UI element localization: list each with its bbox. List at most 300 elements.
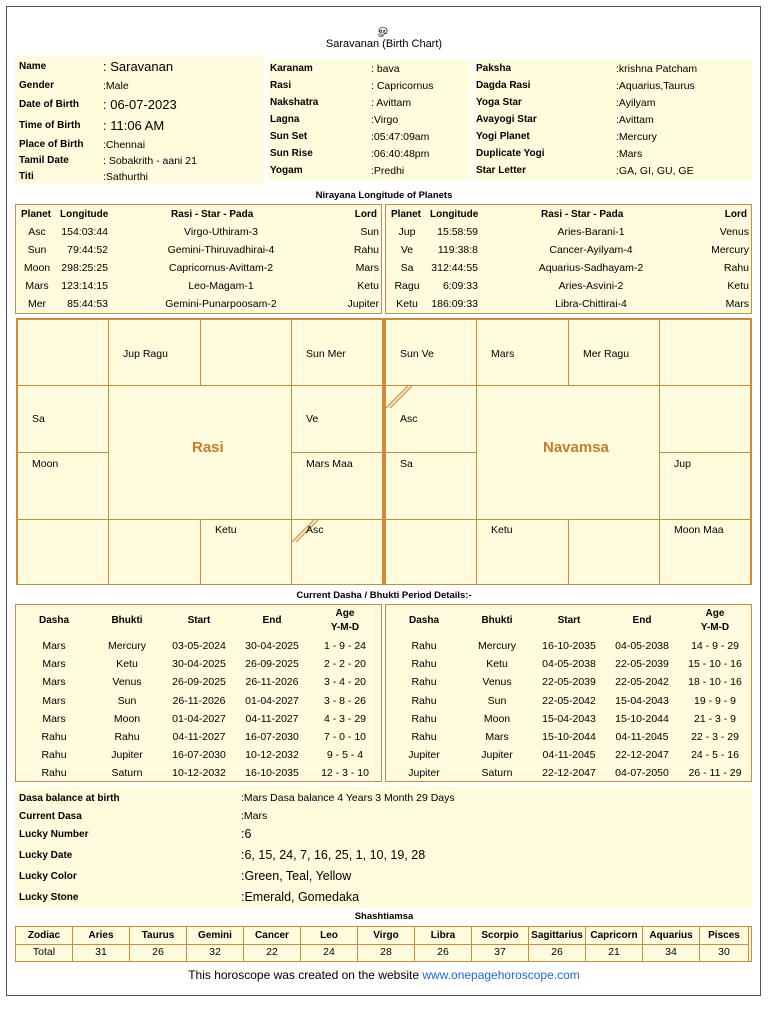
dasha-cell: Mars <box>42 658 66 671</box>
shashtiamsa-value-6: 28 <box>358 944 415 962</box>
rasi-cancer-planets: Ve <box>306 413 319 425</box>
dasha-cell: 22-05-2042 <box>542 694 596 707</box>
panchang-value-1: : Capricornus <box>371 80 434 92</box>
planet-longitude: 312:44:55 <box>431 262 478 274</box>
panchang-label-5: Sun Rise <box>270 148 313 159</box>
panchang-panel <box>268 60 470 180</box>
planet-longitude: 154:03:44 <box>61 226 108 238</box>
shashtiamsa-table <box>15 926 752 962</box>
navamsa-chart-title: Navamsa <box>543 439 609 456</box>
planet-lord: Ketu <box>727 280 749 292</box>
dasha-cell: Saturn <box>111 767 143 780</box>
dasha-cell: 01-04-2027 <box>245 694 299 707</box>
planet-name: Sun <box>27 244 47 256</box>
dasha-cell: 22 - 3 - 29 <box>691 731 739 743</box>
planet-longitude: 79:44:52 <box>67 244 108 256</box>
planet-rasi-star-pada: Leo-Magam-1 <box>188 280 254 292</box>
dasha-cell: 30-04-2025 <box>172 658 226 671</box>
extra-value-6: :GA, GI, GU, GE <box>616 165 694 177</box>
longitude-row <box>16 242 381 260</box>
dasha-cell: 10-12-2032 <box>245 749 299 762</box>
navamsa-house-cancer <box>659 385 751 453</box>
dasha-header-3: End <box>632 615 652 626</box>
panchang-value-6: :Predhi <box>371 165 405 177</box>
panchang-value-0: : bava <box>371 63 400 75</box>
extra-value-5: :Mars <box>616 148 643 160</box>
extra-value-1: :Aquarius,Taurus <box>616 80 695 92</box>
dasha-cell: 30-04-2025 <box>245 640 299 652</box>
balance-value-2: :6 <box>241 827 252 841</box>
dasha-cell: Rahu <box>41 767 67 780</box>
planet-name: Sa <box>400 262 414 274</box>
dasha-header-ymd: Y-M-D <box>330 622 360 633</box>
planet-rasi-star-pada: Capricornus-Avittam-2 <box>168 262 274 274</box>
tob-value: : 11:06 AM <box>103 117 165 133</box>
titi-value: :Sathurthi <box>103 170 148 183</box>
planet-longitude: 15:58:59 <box>437 226 478 238</box>
rasi-house-libra <box>200 519 292 585</box>
planet-rasi-star-pada: Gemini-Thiruvadhirai-4 <box>167 244 275 256</box>
navamsa-taurus-planets: Mer Ragu <box>583 348 630 360</box>
dasha-cell: Mars <box>42 676 66 689</box>
navamsa-house-gemini <box>659 319 751 386</box>
dasha-cell: 22-05-2039 <box>542 676 596 689</box>
longitude-table-right <box>385 204 752 314</box>
shashtiamsa-head-9: Sagittarius <box>529 927 586 945</box>
planet-rasi-star-pada: Aquarius-Sadhayam-2 <box>538 262 644 274</box>
rasi-center <box>108 385 292 520</box>
planet-lord: Mars <box>725 298 749 310</box>
navamsa-virgo-planets: Moon Maa <box>674 524 724 536</box>
longitude-title: Nirayana Longitude of Planets <box>315 190 453 201</box>
dasha-cell: Venus <box>482 676 512 689</box>
dasha-header-2: Start <box>557 615 581 626</box>
dasha-cell: 21 - 3 - 9 <box>693 712 737 725</box>
dasha-cell: 4 - 3 - 29 <box>323 712 367 725</box>
panchang-label-4: Sun Set <box>270 131 308 142</box>
dasha-cell: 19 - 9 - 9 <box>693 694 737 707</box>
panchang-label-0: Karanam <box>270 63 313 74</box>
planet-longitude: 85:44:53 <box>67 298 108 310</box>
dasha-header-1: Bhukti <box>111 615 143 626</box>
rasi-libra-planets: Ketu <box>215 524 237 536</box>
shashtiamsa-head-6: Virgo <box>358 927 415 945</box>
balance-row-2 <box>15 824 752 844</box>
longitude-header-2: Rasi - Star - Pada <box>171 209 254 220</box>
dasha-cell: 3 - 4 - 20 <box>323 676 367 689</box>
dasha-cell: 26 - 11 - 29 <box>688 767 742 780</box>
shashtiamsa-value-5: 24 <box>301 944 358 962</box>
planet-rasi-star-pada: Virgo-Uthiram-3 <box>184 226 258 238</box>
balance-label-5: Lucky Stone <box>19 891 79 903</box>
dasha-cell: Rahu <box>411 676 437 689</box>
dob-label: Date of Birth <box>19 98 79 110</box>
dasha-cell: Sun <box>487 694 507 707</box>
panchang-value-4: :05:47:09am <box>371 131 430 143</box>
dasha-cell: Ketu <box>116 658 138 671</box>
planet-longitude: 6:09:33 <box>442 280 478 292</box>
extra-label-6: Star Letter <box>476 165 527 176</box>
dasha-cell: 15-04-2043 <box>615 694 669 707</box>
navamsa-house-leo <box>659 452 751 520</box>
shashtiamsa-head-12: Pisces <box>700 927 749 945</box>
balance-row-1 <box>15 806 752 826</box>
rasi-house-capricorn <box>17 452 109 520</box>
dasha-cell: 16-07-2030 <box>172 749 226 762</box>
shashtiamsa-head-7: Libra <box>415 927 472 945</box>
panchang-label-1: Rasi <box>270 80 292 91</box>
balance-row-4 <box>15 866 752 886</box>
planet-longitude: 186:09:33 <box>431 298 478 310</box>
navamsa-scorpio-planets: Ketu <box>491 524 513 536</box>
dasha-table-left <box>15 604 382 782</box>
dasha-cell: 03-05-2024 <box>172 640 226 652</box>
longitude-header-0: Planet <box>21 209 52 220</box>
dasha-header-0: Dasha <box>408 615 439 626</box>
rasi-chart <box>16 318 384 585</box>
rasi-aquarius-planets: Sa <box>32 413 45 425</box>
personal-info-panel <box>15 56 264 184</box>
longitude-header-row <box>16 207 381 225</box>
extra-value-0: :krishna Patcham <box>616 63 698 75</box>
balance-row-0 <box>15 788 752 808</box>
shashtiamsa-value-8: 37 <box>472 944 529 962</box>
rasi-house-aries <box>108 319 201 386</box>
name-value: : Saravanan <box>103 58 174 74</box>
dasha-cell: Rahu <box>41 749 67 762</box>
longitude-row <box>16 224 381 242</box>
dasha-cell: 16-10-2035 <box>245 767 299 780</box>
rasi-house-virgo <box>291 519 383 585</box>
balance-label-4: Lucky Color <box>19 870 77 882</box>
dasha-cell: 26-09-2025 <box>245 658 299 671</box>
longitude-row <box>16 260 381 278</box>
extra-label-5: Duplicate Yogi <box>476 148 545 159</box>
extra-label-2: Yoga Star <box>476 97 522 108</box>
extra-label-0: Paksha <box>476 63 512 74</box>
planet-lord: Rahu <box>723 262 749 274</box>
planet-longitude: 123:14:15 <box>61 280 108 292</box>
panchang-label-2: Nakshatra <box>270 97 319 108</box>
dasha-cell: Sun <box>117 694 137 707</box>
navamsa-aquarius-planets: Asc <box>400 413 418 425</box>
extra-value-2: :Ayilyam <box>616 97 656 109</box>
dasha-cell: 18 - 10 - 16 <box>688 676 742 689</box>
balance-value-4: :Green, Teal, Yellow <box>241 869 352 883</box>
balance-label-2: Lucky Number <box>19 828 89 840</box>
dasha-cell: 2 - 2 - 20 <box>323 658 367 671</box>
dasha-cell: 12 - 3 - 10 <box>321 767 369 780</box>
dasha-header-3: End <box>262 615 282 626</box>
dasha-cell: 04-05-2038 <box>542 658 596 671</box>
planet-name: Moon <box>23 262 51 274</box>
longitude-header-0: Planet <box>391 209 422 220</box>
dasha-cell: Mars <box>42 712 66 725</box>
dasha-cell: Rahu <box>411 731 437 743</box>
dasa-balance-panel <box>15 786 752 908</box>
rasi-house-scorpio <box>108 519 201 585</box>
dasha-cell: Jupiter <box>408 767 440 780</box>
dasha-cell: 14 - 9 - 29 <box>691 640 739 652</box>
rasi-capricorn-planets: Moon <box>32 458 59 470</box>
planet-lord: Mercury <box>711 244 749 256</box>
shashtiamsa-head-0: Zodiac <box>16 927 73 945</box>
dasha-cell: 3 - 8 - 26 <box>323 694 367 707</box>
dasha-cell: 15-04-2043 <box>542 712 596 725</box>
balance-value-0: :Mars Dasa balance 4 Years 3 Month 29 Days <box>241 792 455 804</box>
gender-value: :Male <box>103 79 129 92</box>
shashtiamsa-title: Shashtiamsa <box>354 911 414 922</box>
rasi-house-gemini <box>291 319 383 386</box>
navamsa-house-capricorn <box>385 452 477 520</box>
rasi-house-pisces <box>17 319 109 386</box>
pob-value: :Chennai <box>103 138 146 151</box>
navamsa-house-scorpio <box>476 519 569 585</box>
balance-value-5: :Emerald, Gomedaka <box>241 890 360 904</box>
dasha-cell: Rahu <box>411 694 437 707</box>
dasha-cell: 26-11-2026 <box>245 676 299 689</box>
balance-value-3: :6, 15, 24, 7, 16, 25, 1, 10, 19, 28 <box>241 848 426 862</box>
dasha-cell: Mercury <box>108 640 146 652</box>
dasha-cell: 15-10-2044 <box>542 731 596 743</box>
shashtiamsa-value-9: 26 <box>529 944 586 962</box>
dasha-cell: 1 - 9 - 24 <box>323 640 367 652</box>
extra-label-3: Avayogi Star <box>476 114 537 125</box>
planet-rasi-star-pada: Cancer-Ayilyam-4 <box>549 244 633 256</box>
footer <box>0 968 768 982</box>
rasi-house-sagittarius <box>17 519 109 585</box>
navamsa-capricorn-planets: Sa <box>400 458 413 470</box>
extra-value-3: :Avittam <box>616 114 654 126</box>
dasha-cell: Mars <box>42 694 66 707</box>
navamsa-house-libra <box>568 519 660 585</box>
dasha-cell: 16-10-2035 <box>542 640 596 652</box>
dasha-cell: 15-10-2044 <box>615 712 669 725</box>
navamsa-lagna-marker-icon <box>386 386 412 408</box>
dasha-cell: Venus <box>112 676 142 689</box>
navamsa-center <box>476 385 660 520</box>
shashtiamsa-value-3: 32 <box>187 944 244 962</box>
planet-longitude: 298:25:25 <box>61 262 108 274</box>
planet-name: Ragu <box>394 280 420 292</box>
planet-lord: Venus <box>719 226 749 238</box>
tamil-date-value: : Sobakrith - aani 21 <box>103 154 197 167</box>
navamsa-leo-planets: Jup <box>674 458 691 470</box>
chart-title: Saravanan (Birth Chart) <box>325 38 443 50</box>
navamsa-house-aquarius <box>385 385 477 453</box>
dasha-cell: 10-12-2032 <box>172 767 226 780</box>
dasha-cell: 26-11-2026 <box>172 694 226 707</box>
navamsa-house-aries <box>476 319 569 386</box>
planet-rasi-star-pada: Gemini-Punarpoosam-2 <box>165 298 277 310</box>
dasha-cell: 04-07-2050 <box>615 767 669 780</box>
rasi-virgo-planets: Asc <box>306 524 324 536</box>
shashtiamsa-head-3: Gemini <box>187 927 244 945</box>
shashtiamsa-head-11: Aquarius <box>643 927 700 945</box>
longitude-row <box>386 260 751 278</box>
dasha-cell: 16-07-2030 <box>245 731 299 743</box>
dasha-title: Current Dasha / Bhukti Period Details:- <box>296 590 472 601</box>
dasha-header-1: Bhukti <box>481 615 513 626</box>
dasha-cell: Mercury <box>478 640 516 652</box>
dasha-header-2: Start <box>187 615 211 626</box>
rasi-house-cancer <box>291 385 383 453</box>
planet-longitude: 119:38:8 <box>437 244 478 256</box>
dasha-cell: Rahu <box>41 731 67 743</box>
shashtiamsa-value-12: 30 <box>700 944 749 962</box>
tob-label: Time of Birth <box>19 119 81 131</box>
dasha-cell: 22-05-2039 <box>615 658 669 671</box>
shashtiamsa-head-5: Leo <box>301 927 358 945</box>
website-link[interactable]: www.onepagehoroscope.com <box>422 968 580 982</box>
shashtiamsa-head-2: Taurus <box>130 927 187 945</box>
extra-info-panel <box>474 60 752 180</box>
dasha-cell: 04-11-2027 <box>172 731 226 743</box>
rasi-aries-planets: Jup Ragu <box>123 348 168 360</box>
planet-rasi-star-pada: Libra-Chittirai-4 <box>555 298 627 310</box>
planet-lord: Ketu <box>357 280 379 292</box>
dasha-cell: Jupiter <box>481 749 513 762</box>
dasha-cell: Moon <box>483 712 511 725</box>
navamsa-house-virgo <box>659 519 751 585</box>
shashtiamsa-value-2: 26 <box>130 944 187 962</box>
gender-label: Gender <box>19 80 55 91</box>
rasi-gemini-planets: Sun Mer <box>306 348 346 360</box>
longitude-row <box>386 296 751 314</box>
planet-name: Asc <box>28 226 46 238</box>
om-symbol: ௐ <box>378 22 390 36</box>
shashtiamsa-head-1: Aries <box>73 927 130 945</box>
balance-label-3: Lucky Date <box>19 849 73 861</box>
navamsa-house-sagittarius <box>385 519 477 585</box>
rasi-house-aquarius <box>17 385 109 453</box>
dasha-cell: 15 - 10 - 16 <box>688 658 742 671</box>
dasha-cell: 7 - 0 - 10 <box>323 731 367 743</box>
dasha-cell: 04-11-2045 <box>615 731 669 743</box>
pob-label: Place of Birth <box>19 139 84 150</box>
dasha-cell: Rahu <box>411 712 437 725</box>
longitude-header-1: Longitude <box>60 209 109 220</box>
planet-rasi-star-pada: Aries-Asvini-2 <box>558 280 624 292</box>
balance-label-1: Current Dasa <box>19 810 82 822</box>
planet-name: Ve <box>400 244 414 256</box>
balance-value-1: :Mars <box>241 810 268 822</box>
shashtiamsa-value-11: 34 <box>643 944 700 962</box>
planet-name: Mer <box>27 298 47 310</box>
dasha-cell: Jupiter <box>111 749 143 762</box>
shashtiamsa-head-10: Capricorn <box>586 927 643 945</box>
shashtiamsa-head-4: Cancer <box>244 927 301 945</box>
longitude-header-1: Longitude <box>430 209 479 220</box>
navamsa-house-pisces <box>385 319 477 386</box>
navamsa-aries-planets: Mars <box>491 348 515 360</box>
shashtiamsa-head-8: Scorpio <box>472 927 529 945</box>
dasha-cell: 04-11-2045 <box>542 749 596 762</box>
balance-label-0: Dasa balance at birth <box>19 792 120 804</box>
planet-lord: Jupiter <box>347 298 379 310</box>
rasi-chart-title: Rasi <box>192 439 224 456</box>
longitude-row <box>386 242 751 260</box>
dasha-header-0: Dasha <box>38 615 69 626</box>
dasha-cell: 04-11-2027 <box>245 712 299 725</box>
rasi-house-taurus <box>200 319 292 386</box>
dasha-cell: 26-09-2025 <box>172 676 226 689</box>
navamsa-house-taurus <box>568 319 660 386</box>
longitude-row <box>16 296 381 314</box>
planet-lord: Sun <box>360 226 379 238</box>
shashtiamsa-value-7: 26 <box>415 944 472 962</box>
balance-row-3 <box>15 845 752 865</box>
dasha-cell: 22-05-2042 <box>615 676 669 689</box>
shashtiamsa-value-10: 21 <box>586 944 643 962</box>
longitude-header-2: Rasi - Star - Pada <box>541 209 624 220</box>
extra-value-4: :Mercury <box>616 131 657 143</box>
panchang-value-2: : Avittam <box>371 97 412 109</box>
planet-name: Ketu <box>396 298 418 310</box>
dasha-header-age: Age <box>335 608 355 619</box>
dasha-cell: 04-05-2038 <box>615 640 669 652</box>
navamsa-pisces-planets: Sun Ve <box>400 348 434 360</box>
longitude-row <box>386 278 751 296</box>
planet-rasi-star-pada: Aries-Barani-1 <box>557 226 625 238</box>
panchang-label-6: Yogam <box>270 165 303 176</box>
dasha-header-age: Age <box>705 608 725 619</box>
extra-label-1: Dagda Rasi <box>476 80 531 91</box>
planet-lord: Rahu <box>353 244 379 256</box>
longitude-header-3: Lord <box>724 209 747 220</box>
longitude-header-3: Lord <box>354 209 377 220</box>
footer-text: This horoscope was created on the website <box>188 968 423 982</box>
titi-label: Titi <box>19 171 34 182</box>
shashtiamsa-value-1: 31 <box>73 944 130 962</box>
dasha-cell: 9 - 5 - 4 <box>326 749 364 762</box>
planet-name: Mars <box>25 280 49 292</box>
longitude-table-left <box>15 204 382 314</box>
dasha-cell: Saturn <box>481 767 513 780</box>
dasha-table-right <box>385 604 752 782</box>
rasi-house-leo <box>291 452 383 520</box>
dasha-cell: Moon <box>113 712 141 725</box>
dasha-cell: Rahu <box>411 658 437 671</box>
tamil-date-label: Tamil Date <box>19 155 69 166</box>
dasha-cell: 22-12-2047 <box>615 749 669 762</box>
rasi-leo-planets: Mars Maa <box>306 458 353 470</box>
dasha-cell: Rahu <box>114 731 140 743</box>
dasha-cell: Ketu <box>486 658 508 671</box>
longitude-row <box>386 224 751 242</box>
panchang-value-5: :06:40:48pm <box>371 148 430 160</box>
dasha-header-ymd: Y-M-D <box>700 622 730 633</box>
longitude-row <box>16 278 381 296</box>
shashtiamsa-value-4: 22 <box>244 944 301 962</box>
dasha-cell: 01-04-2027 <box>172 712 226 725</box>
shashtiamsa-value-0: Total <box>16 944 73 962</box>
panchang-value-3: :Virgo <box>371 114 399 126</box>
longitude-header-row <box>386 207 751 225</box>
dasha-cell: 22-12-2047 <box>542 767 596 780</box>
dasha-cell: Mars <box>42 640 66 652</box>
navamsa-chart <box>384 318 752 585</box>
dasha-cell: Rahu <box>411 640 437 652</box>
dasha-cell: Jupiter <box>408 749 440 762</box>
dob-value: : 06-07-2023 <box>103 96 177 112</box>
dasha-cell: 24 - 5 - 16 <box>691 749 739 762</box>
dasha-cell: Mars <box>485 731 509 743</box>
planet-name: Jup <box>398 226 416 238</box>
panchang-label-3: Lagna <box>270 114 300 125</box>
name-label: Name <box>19 60 47 72</box>
balance-row-5 <box>15 887 752 907</box>
